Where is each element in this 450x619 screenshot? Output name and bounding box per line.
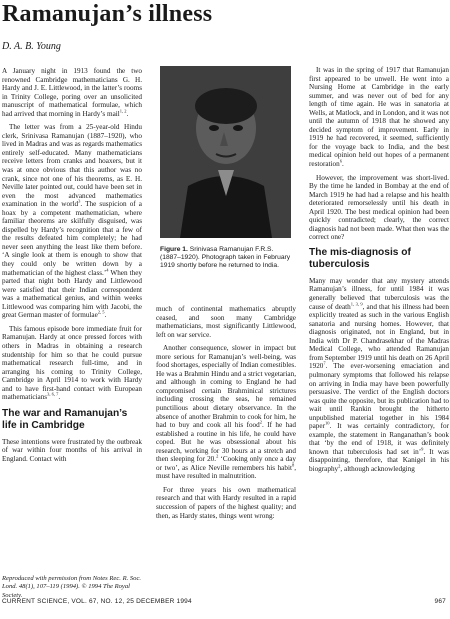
page-footer bbox=[2, 598, 448, 605]
paragraph: However, the improvement was short-lived. By the time he landed in Bombay at the end of March 1919 he had had a relapse and his health deteriorated remorselessly until his death in April 1920. The best medical opinion had been quickly contradicted; clearly, the correct diagnosis had not been made. What then was the correct one? bbox=[309, 173, 449, 242]
paragraph: For three years his own mathematical research and that with Hardy resulted in a rapid succession of papers of the highest quality; and then, as Hardy states, things went wrong: bbox=[156, 485, 296, 520]
author-byline: D. A. B. Young bbox=[2, 41, 61, 52]
column-1 bbox=[2, 67, 142, 468]
reproduction-footnote: Reproduced with permission from Notes Rec. R. Soc. Lond. 48(1), 107–119 (1994). © 1994 The Royal Society. bbox=[2, 575, 142, 599]
portrait-illustration bbox=[160, 66, 291, 238]
column-3 bbox=[309, 66, 449, 479]
portrait-photo bbox=[160, 66, 291, 238]
journal-citation: CURRENT SCIENCE, VOL. 67, NO. 12, 25 DECEMBER 1994 bbox=[2, 598, 192, 605]
column-2 bbox=[156, 305, 296, 525]
section-heading: The mis-diagnosis of tuberculosis bbox=[309, 246, 411, 270]
paragraph: A January night in 1913 found the two renowned Cambridge mathematicians G. H. Hardy and J. E. Littlewood, in the latter’s rooms in Trinity College, poring over an unsolicited manuscript of mathematical formulae, which had arrived that morning in Hardy’s mail$^{1, 2}$. bbox=[2, 67, 142, 118]
paragraph: The letter was from a 25-year-old Hindu clerk, Srinivasa Ramanujan (1887–1920), who lived in Madras and was as regards mathematics entirely self-educated. Many mathematicians receive letters from cranks and hoaxers, but it was at once obvious that this author was no crank, since not one of his theorems, as E. H. Neville later pointed out, could have been set in even the most advanced mathematics examination in the world$^3$. The suspicion of a hoax by a competent mathematician, where familiar theorems are skilfully disguised, was dispelled by Hardy’s recognition that a few of the results defeated him completely; he had never seen anything the least like them before. ‘A single look at them is enough to show that they could only be written down by a mathematician of the highest class.’$^4$ When they parted that night both Hardy and Littlewood were satisfied that their Indian correspondent was a mathematical genius, and within weeks Littlewood was comparing him with Jacobi, the great German master of formulae$^{2, 5}$. bbox=[2, 123, 143, 320]
paragraph: Many may wonder that any mystery attends Ramanujan’s illness, for until 1984 it was generally believed that tuberculosis was the cause of death$^{1, 3, 9}$, and that his illness had been explicitly treated as such in the various English sanatoria and nursing homes. However, that diagnosis originated, not in England, but in India with Dr P. Chandrasekhar of the Madras Medical College, who attended Ramanujan from September 1919 until his death on 26 April 1920$^7$. The ever-worsening emaciation and pulmonary symptoms that followed his relapse on arriving in India may have been powerfully persuasive. The verdict of the English doctors was quite the opposite, but its publication had to wait until Rankin brought the hitherto unpublished material together in his 1984 paper$^{10}$. It was certainly contradictory, for example, the statement in Ranganathan’s book that ‘by the end of 1918, it was definitely known that tuberculosis had set in’$^9$. It was disappointing, therefore, that Kanigel in his biography$^2$, although acknowledging bbox=[309, 276, 449, 473]
page-number: 967 bbox=[434, 598, 446, 605]
paragraph: This famous episode bore immediate fruit for Ramanujan. Hardy at once pressed forces with others in Madras in obtaining a research studentship for him so that he could pursue mathematical research full-time, and in arranging his coming to Trinity College, Cambridge in April 1914 to work with Hardy and to have first-hand contact with European mathematicians$^{3, 6, 7}$. bbox=[2, 324, 142, 402]
section-heading: The war and Ramanujan’s life in Cambridge bbox=[2, 407, 128, 431]
figure-caption: Figure 1. Srinivasa Ramanujan F.R.S. (1887–1920). Photograph taken in February 1919 shortly before he returned to India. bbox=[160, 246, 291, 270]
paragraph: Another consequence, slower in impact but more serious for Ramanujan’s well-being, was food shortages, especially of Indian comestibles. He was a Brahmin Hindu and a strict vegetarian, and although in coming to England he had compromised certain Brahminical strictures including crossing the seas, he remained punctilious about dietary observance. In the absence of another Brahmin to cook for him, he had to buy and cook all his food$^2$. If he had established a routine in his life, he could have coped. But he was obsessional about his research, working for 30 hours at a stretch and then sleeping for 20.$^2$ ‘Cooking only once a day or two’, as Alice Neville remembers his habit$^8$, must have resulted in malnutrition. bbox=[156, 344, 296, 481]
paragraph: It was in the spring of 1917 that Ramanujan first appeared to be unwell. He went into a Nursing Home at Cambridge in the early summer, and was never out of bed for any length of time again. He was in sanatoria at Wells, at Matlock, and in London, and it was not until the autumn of 1918 that he showed any decided symptom of improvement. Early in 1919 he had recovered, it seemed, sufficiently for the voyage back to India, and the best medical opinion held out hopes of a permanent restoration$^6$. bbox=[309, 66, 449, 169]
paragraph: These intentions were frustrated by the outbreak of war within four months of his arrival in England. Contact with bbox=[2, 437, 142, 463]
paragraph: much of continental mathematics abruptly ceased, and soon many Cambridge mathematicians, most significantly Littlewood, left on war service. bbox=[156, 305, 296, 339]
article-title: Ramanujan’s illness bbox=[2, 1, 213, 27]
